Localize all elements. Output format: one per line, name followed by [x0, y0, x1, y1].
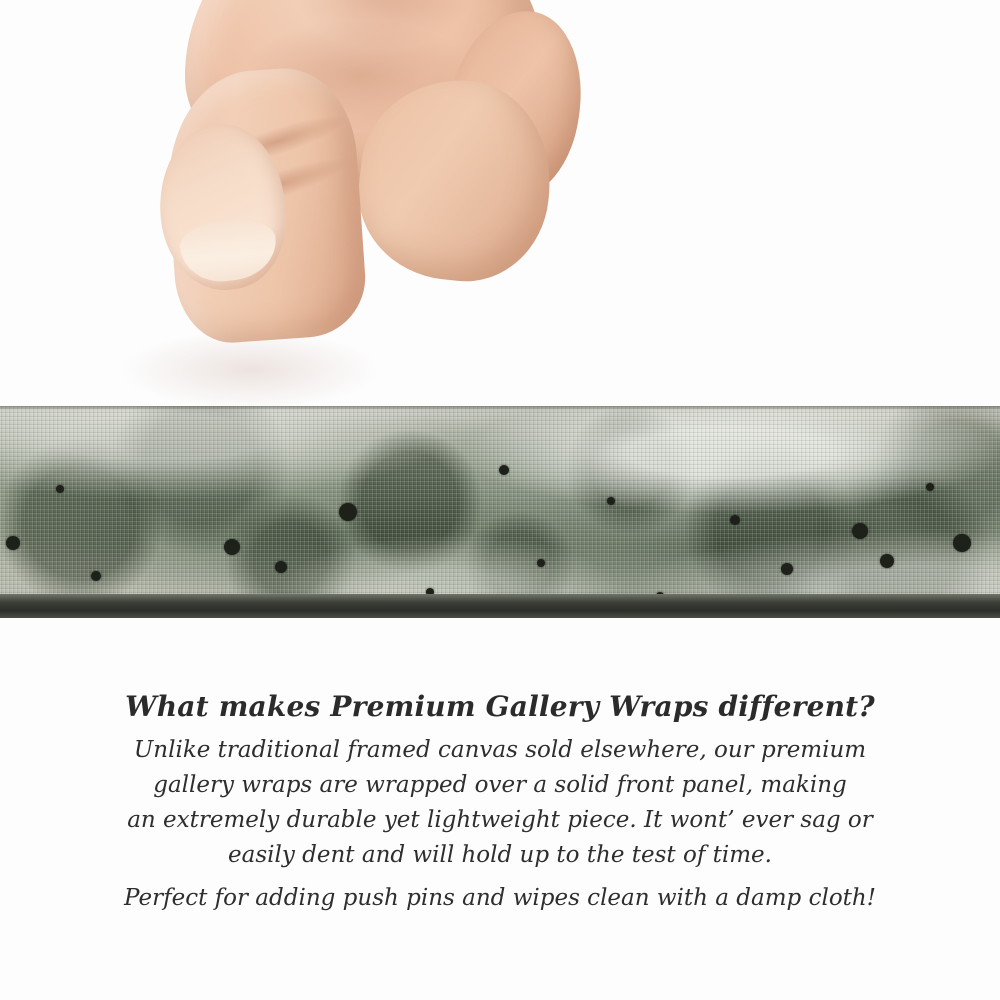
canvas-speckle	[6, 536, 20, 550]
canvas-speckle	[880, 554, 894, 568]
canvas-speckle	[339, 503, 357, 521]
hand-photo-region	[0, 0, 1000, 410]
hand-contact-shadow	[120, 330, 380, 410]
marketing-copy-block	[0, 690, 1000, 916]
canvas-speckle	[730, 515, 740, 525]
canvas-speckles	[0, 406, 1000, 618]
canvas-speckle	[91, 571, 101, 581]
copy-line-5: Perfect for adding push pins and wipes clean with a damp cloth!	[124, 884, 876, 911]
canvas-speckle	[607, 497, 615, 505]
canvas-top-edge	[0, 406, 1000, 410]
canvas-speckle	[499, 465, 509, 475]
copy-line-1: Unlike traditional framed canvas sold elsewhere, our premium	[133, 737, 867, 763]
canvas-speckle	[56, 485, 64, 493]
canvas-edge-strip	[0, 406, 1000, 618]
copy-line-4: easily dent and will hold up to the test of time.	[228, 841, 772, 868]
copy-line-3: an extremely durable yet lightweight piece. It wont’ ever sag or	[127, 806, 873, 833]
canvas-speckle	[224, 539, 240, 555]
copy-heading: What makes Premium Gallery Wraps different?	[125, 690, 875, 723]
canvas-bottom-edge	[0, 594, 1000, 618]
canvas-speckle	[781, 563, 793, 575]
copy-line-2: gallery wraps are wrapped over a solid front panel, making	[153, 771, 847, 798]
canvas-speckle	[953, 534, 971, 552]
canvas-speckle	[852, 523, 868, 539]
canvas-speckle	[926, 483, 934, 491]
canvas-speckle	[537, 559, 545, 567]
canvas-speckle	[275, 561, 287, 573]
fingernail-tip	[178, 216, 280, 286]
